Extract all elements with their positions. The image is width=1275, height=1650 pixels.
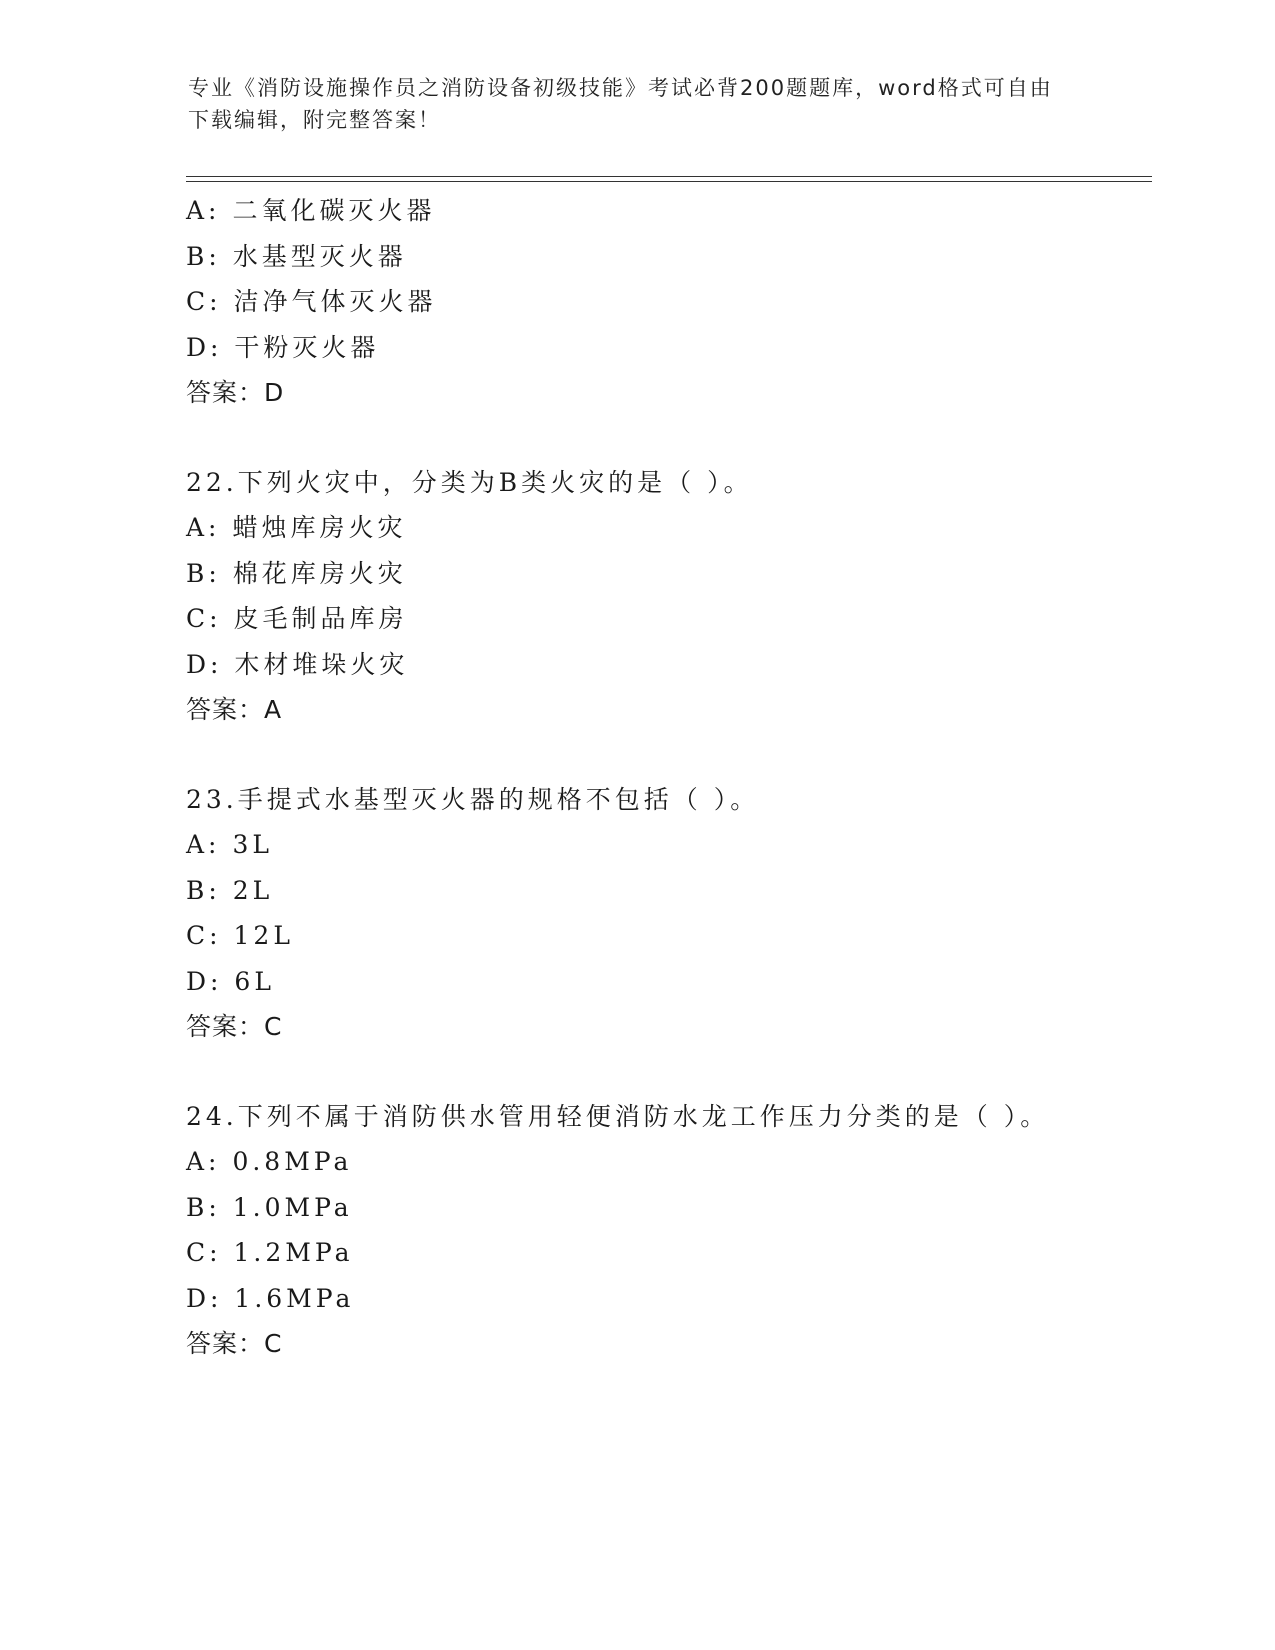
answer-line: 答案：D: [186, 378, 285, 407]
answer-line: 答案：A: [186, 695, 283, 724]
option-text: 1.6MPa: [234, 1283, 355, 1313]
option-text: 6L: [234, 966, 275, 996]
option-text: 水基型灭火器: [232, 241, 407, 271]
option-letter: D:: [186, 966, 223, 996]
option-d: [186, 1276, 1146, 1322]
option-b: [186, 551, 1146, 597]
option-text: 0.8MPa: [232, 1147, 353, 1176]
header-rule-top: [186, 176, 1152, 177]
option-text: 棉花库房火灾: [232, 558, 407, 588]
option-letter: A:: [186, 1147, 221, 1176]
document-header: 专业《消防设施操作员之消防设备初级技能》考试必背200题题库，word格式可自由下载编辑，附完整答案！: [188, 76, 1053, 132]
answer-line: 答案：C: [186, 1012, 283, 1041]
option-c: [186, 596, 1146, 642]
option-letter: C:: [186, 1238, 222, 1267]
option-b: [186, 1185, 1146, 1231]
option-text: 1.2MPa: [233, 1238, 354, 1267]
option-letter: A:: [186, 196, 221, 225]
option-b: [186, 868, 1146, 914]
option-a: [186, 188, 1146, 234]
option-c: [186, 913, 1146, 959]
option-text: 3L: [232, 830, 273, 859]
option-letter: C:: [186, 604, 222, 633]
answer-line: 答案：C: [186, 1329, 283, 1358]
option-d: [186, 642, 1146, 688]
question-block-23: [186, 777, 1146, 1050]
option-letter: D:: [186, 332, 223, 362]
option-text: 干粉灭火器: [234, 332, 380, 362]
option-c: [186, 1230, 1146, 1276]
option-c: [186, 279, 1146, 325]
question-stem: 24.下列不属于消防供水管用轻便消防水龙工作压力分类的是（ ）。: [186, 1101, 1050, 1131]
option-d: [186, 959, 1146, 1005]
option-text: 洁净气体灭火器: [233, 287, 437, 316]
option-letter: B:: [186, 875, 221, 905]
option-a: [186, 505, 1146, 551]
question-stem: 23.手提式水基型灭火器的规格不包括（ ）。: [186, 784, 760, 814]
option-letter: B:: [186, 241, 221, 271]
question-stem: 22.下列火灾中，分类为B类火灾的是（ ）。: [186, 467, 753, 497]
option-d: [186, 325, 1146, 371]
option-letter: A:: [186, 830, 221, 859]
option-letter: C:: [186, 287, 222, 316]
block-gap: [186, 733, 1146, 777]
option-a: [186, 822, 1146, 868]
option-text: 1.0MPa: [232, 1192, 353, 1222]
option-text: 皮毛制品库房: [233, 604, 408, 633]
option-text: 二氧化碳灭火器: [232, 196, 436, 225]
question-block-24: [186, 1094, 1146, 1367]
question-block-22: [186, 460, 1146, 733]
option-text: 木材堆垛火灾: [234, 649, 409, 679]
block-gap: [186, 416, 1146, 460]
option-text: 12L: [233, 921, 294, 950]
option-letter: C:: [186, 921, 222, 950]
option-a: [186, 1139, 1146, 1185]
question-block-21: [186, 188, 1146, 416]
option-letter: A:: [186, 513, 221, 542]
option-text: 2L: [232, 875, 274, 905]
option-letter: D:: [186, 649, 223, 679]
option-letter: B:: [186, 558, 221, 588]
block-gap: [186, 1050, 1146, 1094]
option-text: 蜡烛库房火灾: [232, 513, 407, 542]
option-letter: D:: [186, 1283, 223, 1313]
header-rule-bottom: [186, 181, 1152, 182]
option-letter: B:: [186, 1192, 221, 1222]
question-list: [186, 188, 1146, 1367]
option-b: [186, 234, 1146, 280]
